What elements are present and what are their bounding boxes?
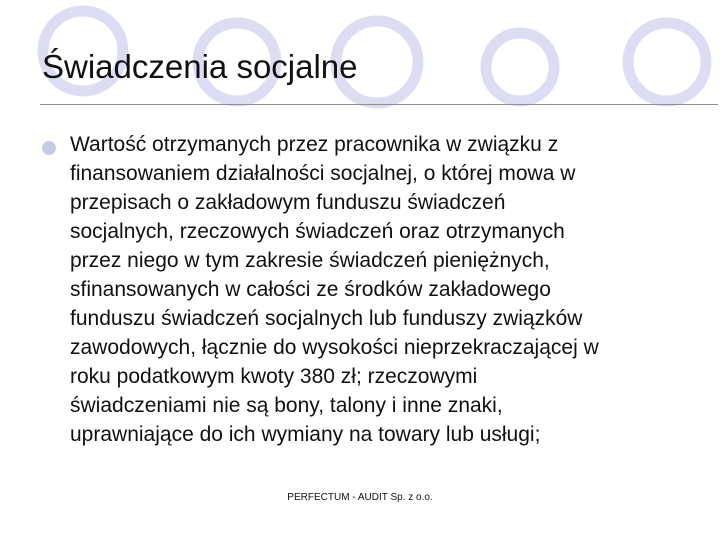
decorative-ring-4 [486, 33, 554, 101]
bullet-item-text: Wartość otrzymanych przez pracownika w związku z finansowaniem działalności socjalnej, o której mowa w przepisach o zakładowym funduszu świadczeń socjalnych, rzeczowych świadczeń oraz otrzymanych przez niego w tym zakresie świadczeń pieniężnych, sfinansowanych w całości ze środków zakładowego funduszu świadczeń socjalnych lub funduszy związków zawodowych, łącznie do wysokości nieprzekraczającej w roku podatkowym kwoty 380 zł; rzeczowymi świadczeniami nie są bony, talony i inne znaki, uprawniające do ich wymiany na towary lub usługi; [70, 133, 599, 446]
title-divider [40, 104, 718, 105]
decorative-ring-5 [628, 23, 706, 101]
bullet-list [42, 130, 692, 449]
slide-title: Świadczenia socjalne [42, 48, 358, 85]
bullet-dot [42, 141, 56, 155]
slide-footer: PERFECTUM - AUDIT Sp. z o.o. [287, 492, 433, 503]
